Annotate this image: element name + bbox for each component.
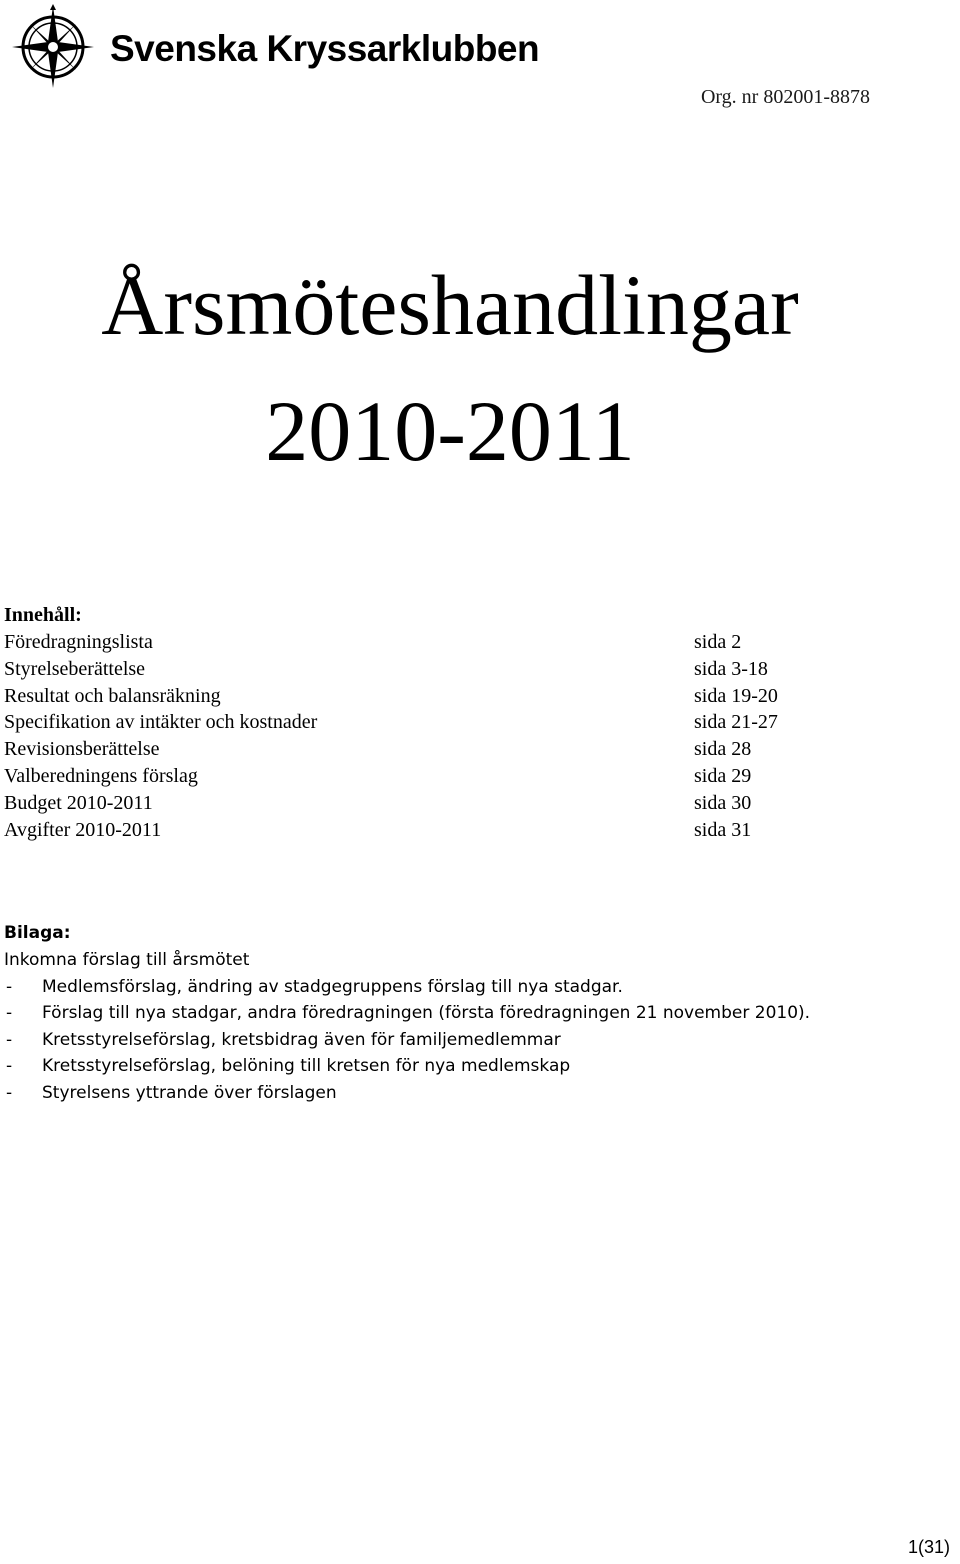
list-dash: - [6,976,13,997]
attachments-heading: Bilaga: [4,923,71,943]
attachment-text: Kretsstyrelseförslag, belöning till kretsen för nya medlemskap [42,1056,571,1077]
contents-item-name: Budget 2010-2011 [4,791,153,814]
org-number: Org. nr 802001-8878 [700,86,870,108]
attachments-intro-text: Inkomna förslag till årsmötet [4,950,250,970]
list-dash: - [6,1082,13,1103]
contents-item-page: sida 3-18 [694,657,768,680]
attachment-item [4,1053,571,1080]
contents-row [4,790,904,817]
attachment-text: Förslag till nya stadgar, andra föredragningen (första föredragningen 21 november 2010). [42,1003,811,1024]
organization-logo [10,4,540,94]
document-title-year: 2010-2011 [265,383,635,479]
contents-item-name: Styrelseberättelse [4,657,146,680]
contents-item-name: Resultat och balansräkning [4,684,221,707]
contents-row [4,629,904,656]
contents-item-page: sida 19-20 [694,684,778,707]
contents-item-page: sida 30 [694,791,752,814]
list-dash: - [6,1003,13,1024]
contents-item-page: sida 28 [694,738,752,761]
contents-item-name: Föredragningslista [4,631,153,653]
attachment-item [4,974,623,1001]
contents-row [4,683,904,710]
attachment-item [4,1027,561,1054]
contents-row [4,656,904,683]
contents-item-name: Specifikation av intäkter och kostnader [4,711,318,734]
contents-item-page: sida 21-27 [694,711,778,734]
contents-item-page: sida 2 [694,631,742,653]
contents-item-name: Revisionsberättelse [4,738,160,761]
compass-rose-icon [10,4,96,90]
contents-item-page: sida 31 [694,818,752,841]
table-of-contents [4,602,904,843]
attachments-section [4,920,811,1107]
list-dash: - [6,1056,13,1077]
attachment-item [4,1080,337,1107]
contents-row [4,817,904,844]
contents-row [4,763,904,790]
contents-item-page: sida 29 [694,764,752,787]
attachment-item [4,1000,811,1027]
attachment-text: Kretsstyrelseförslag, kretsbidrag även för familjemedlemmar [42,1029,561,1050]
contents-item-name: Avgifter 2010-2011 [4,818,162,841]
page-number: 1(31) [907,1537,950,1557]
document-title: Årsmöteshandlingar [101,257,799,353]
contents-heading: Innehåll: [4,604,82,626]
attachment-text: Styrelsens yttrande över förslagen [42,1082,337,1103]
attachments-intro [4,947,249,974]
attachment-text: Medlemsförslag, ändring av stadgegruppens förslag till nya stadgar. [42,976,623,997]
contents-row [4,736,904,763]
brand-name: Svenska Kryssarklubben [110,28,540,69]
list-dash: - [6,1029,13,1050]
contents-item-name: Valberedningens förslag [4,764,198,787]
contents-row [4,709,904,736]
